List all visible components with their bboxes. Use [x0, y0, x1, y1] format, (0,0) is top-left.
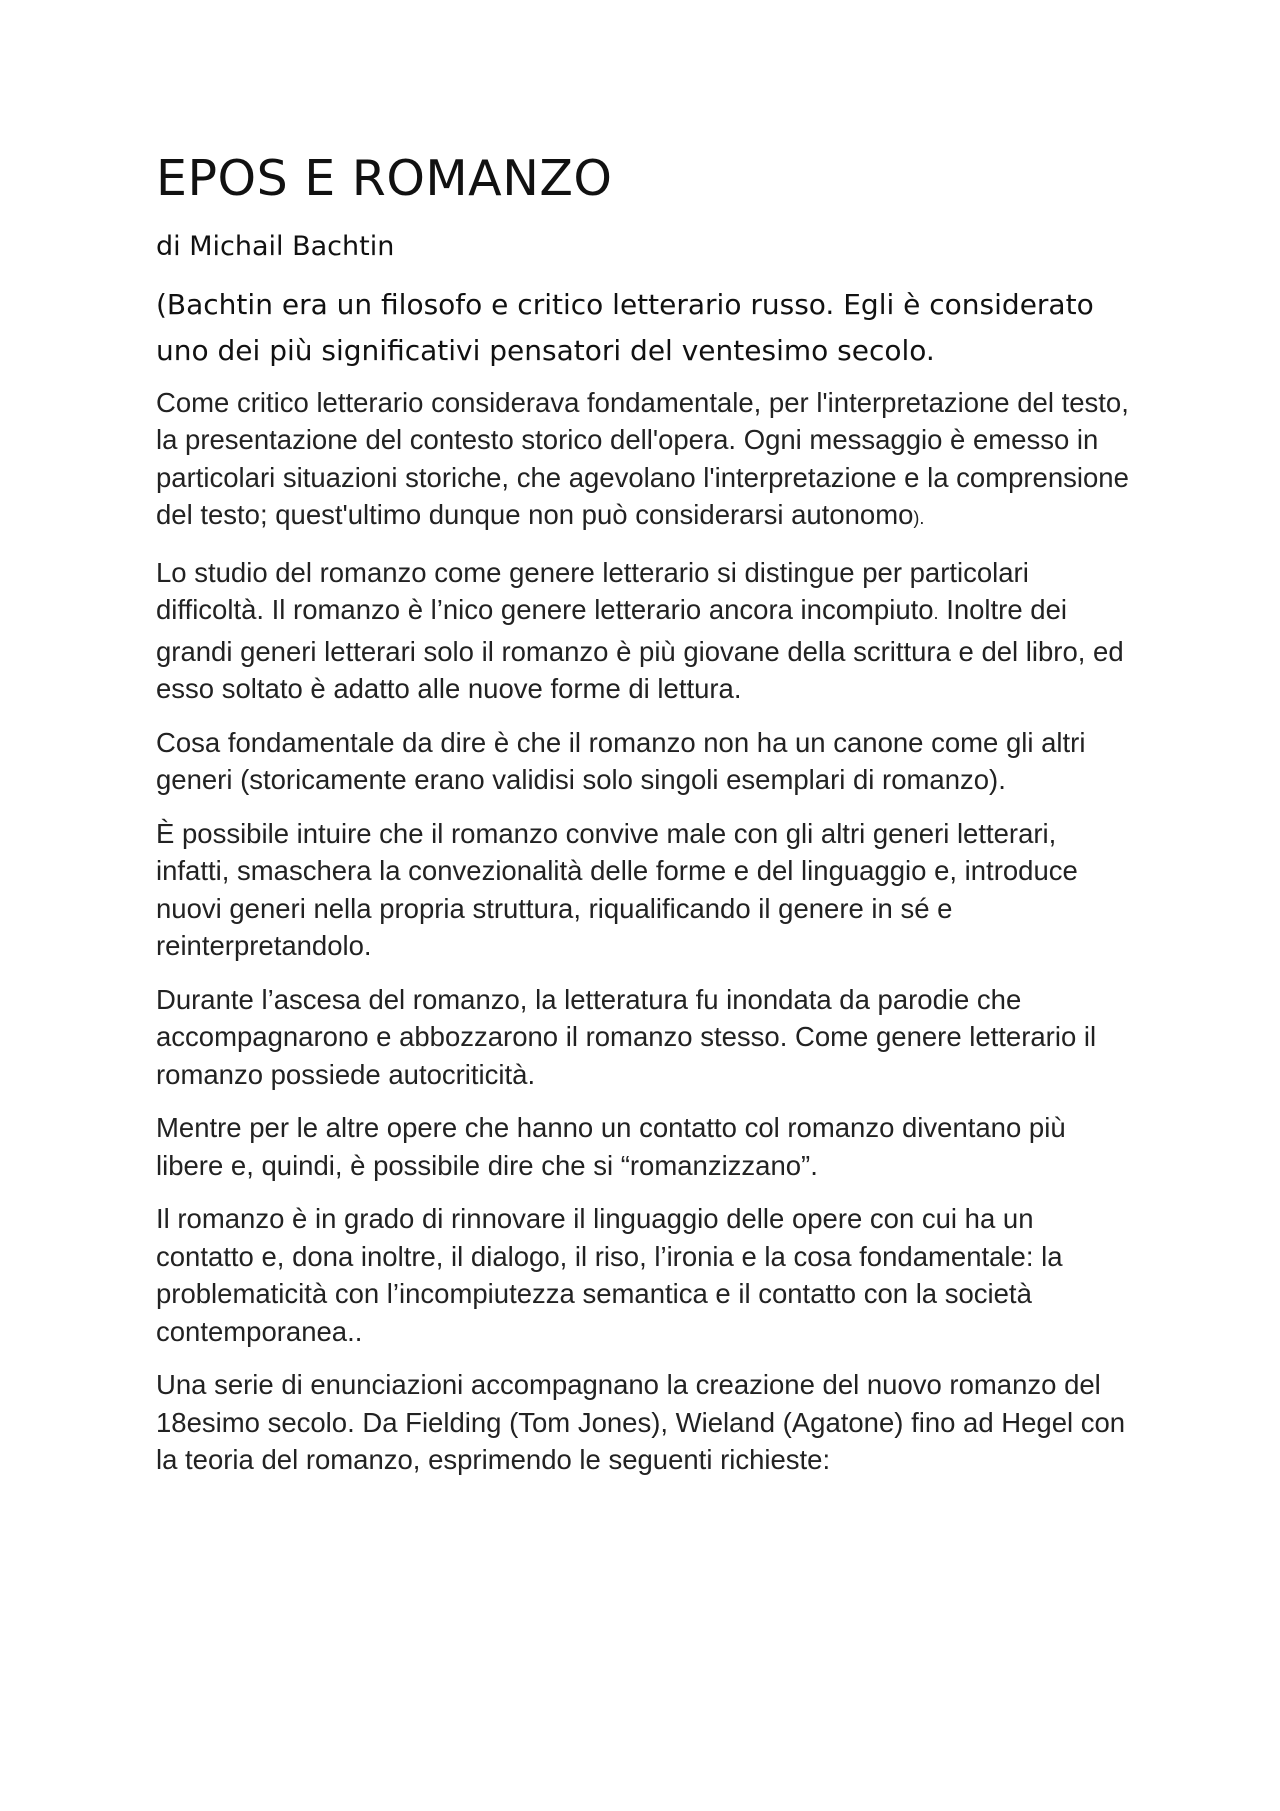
paragraph-6: Mentre per le altre opere che hanno un contatto col romanzo diventano più libere e, quindi, è possibile dire che si “romanzizzano”.: [156, 1112, 1066, 1181]
paragraph-5: Durante l’ascesa del romanzo, la letteratura fu inondata da parodie che accompagnarono e abbozzarono il romanzo stesso. Come genere letterario il romanzo possiede autocriticità.: [156, 983, 1097, 1090]
paragraph-2: [156, 554, 1136, 708]
document-author: di Michail Bachtin: [156, 230, 395, 262]
paragraph-1-text: Come critico letterario considerava fondamentale, per l'interpretazione del testo, la presentazione del contesto storico dell'opera. Ogni messaggio è emesso in particolari situazioni storiche, che agevolano l'interpretazione e la comprensione del testo; quest'ultimo dunque non può considerarsi autonomo: [156, 386, 1129, 531]
paragraph-7: Il romanzo è in grado di rinnovare il linguaggio delle opere con cui ha un contatto e, dona inoltre, il dialogo, il riso, l’ironia e la cosa fondamentale: la problematicità con l’incompiutezza semantica e il contatto con la società contemporanea..: [156, 1203, 1063, 1347]
intro-paragraph: (Bachtin era un filosofo e critico letterario russo. Egli è considerato uno dei più significativi pensatori del ventesimo secolo.: [156, 287, 1094, 367]
paragraph-2-rest: Inoltre dei grandi generi letterari solo il romanzo è più giovane della scrittura e del libro, ed esso soltato è adatto alle nuove forme di lettura.: [156, 594, 1124, 705]
paragraph-1-tail: ).: [913, 508, 925, 529]
paragraph-2-text: Lo studio del romanzo come genere letterario si distingue per particolari difficoltà. Il romanzo è l’nico genere letterario ancora incompiuto: [156, 556, 1029, 626]
paragraph-3: Cosa fondamentale da dire è che il romanzo non ha un canone come gli altri generi (storicamente erano validisi solo singoli esemplari di romanzo).: [156, 726, 1086, 796]
paragraph-4: È possibile intuire che il romanzo convive male con gli altri generi letterari, infatti, smaschera la convezionalità delle forme e del linguaggio e, introduce nuovi generi nella propria struttura, riqualificando il genere in sé e reinterpretandolo.: [156, 817, 1078, 962]
paragraph-1: [156, 384, 1136, 538]
paragraph-2-small: .: [933, 603, 939, 624]
document-title: EPOS E ROMANZO: [156, 150, 613, 207]
document-page: [156, 150, 1136, 1495]
paragraph-8: Una serie di enunciazioni accompagnano la creazione del nuovo romanzo del 18esimo secolo. Da Fielding (Tom Jones), Wieland (Agatone) fino ad Hegel con la teoria del romanzo, esprimendo le seguenti richieste:: [156, 1369, 1126, 1476]
